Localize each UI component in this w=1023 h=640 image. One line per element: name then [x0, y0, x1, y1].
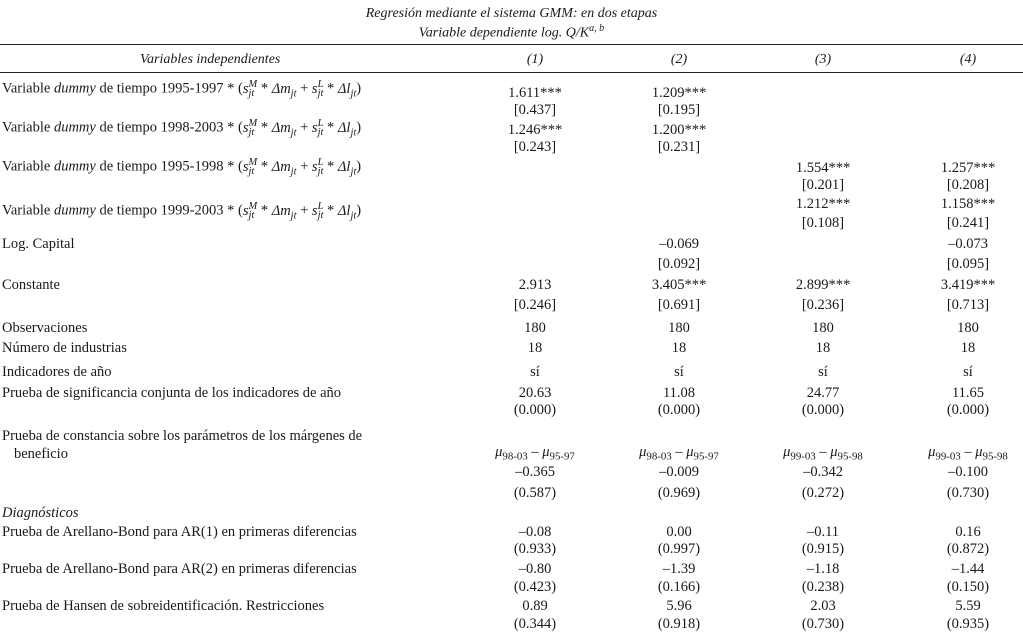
- cell-joint-c4: 11.65: [951, 385, 985, 401]
- header-variables: Variables independientes: [140, 52, 281, 67]
- cell-d9597-c1-se: [0.437]: [513, 102, 557, 118]
- cell-d9803-c1-se: [0.243]: [513, 139, 557, 155]
- header-col-1: (1): [526, 52, 544, 67]
- dependent-variable-label: Variable dependiente log. Q/K: [418, 25, 590, 41]
- cell-consttest-c4: –0.100: [948, 464, 988, 480]
- row-label-observaciones: Observaciones: [2, 320, 88, 336]
- cell-consttest-c4-p: (0.730): [946, 485, 990, 501]
- cell-hansen-c1: 0.89: [522, 598, 548, 614]
- header-col-2: (2): [670, 52, 688, 67]
- cell-year-c4: sí: [963, 364, 973, 380]
- cell-ar1-c3: –0.11: [806, 524, 840, 540]
- row-label-ar2: Prueba de Arellano-Bond para AR(2) en primeras diferencias: [2, 561, 357, 577]
- cell-joint-c3: 24.77: [806, 385, 840, 401]
- cell-hansen-c3: 2.03: [810, 598, 836, 614]
- cell-consttest-c3-p: (0.272): [801, 485, 845, 501]
- cell-d9903-c3: 1.212***: [795, 196, 851, 212]
- cell-const-c3-se: [0.236]: [801, 297, 845, 313]
- cell-joint-c2: 11.08: [662, 385, 696, 401]
- cell-logcap-c2: –0.069: [659, 236, 699, 252]
- cell-year-c1: sí: [530, 364, 540, 380]
- cell-ar1-c3-p: (0.915): [801, 541, 845, 557]
- cell-d9903-c4-se: [0.241]: [946, 215, 990, 231]
- cell-obs-c2: 180: [668, 320, 690, 336]
- cell-obs-c4: 180: [957, 320, 979, 336]
- row-label-dummy-1998-2003: Variable dummy de tiempo 1998-2003 * (sM jt * $\Delta m_{jt}$ + sL jt * $\Delta l_{jt}$): [2, 118, 362, 139]
- cell-ar1-c4-p: (0.872): [946, 541, 990, 557]
- cell-d9597-c2-se: [0.195]: [657, 102, 701, 118]
- cell-const-c1-se: [0.246]: [513, 297, 557, 313]
- row-label-dummy-1995-1997: Variable dummy de tiempo 1995-1997 * (sM jt * $\Delta m_{jt}$ + sL jt * $\Delta l_{jt}$): [2, 79, 362, 100]
- table-title-line2: [0, 23, 1023, 42]
- cell-ar1-c1: –0.08: [518, 524, 552, 540]
- cell-d9903-c3-se: [0.108]: [801, 215, 845, 231]
- cell-ind-c1: 18: [527, 340, 543, 356]
- header-col-3: (3): [814, 52, 832, 67]
- row-label-dummy-1999-2003: Variable dummy de tiempo 1999-2003 * (sM jt * $\Delta m_{jt}$ + sL jt * $\Delta l_{jt}$): [2, 201, 362, 222]
- cell-ar2-c1-p: (0.423): [513, 579, 557, 595]
- cell-const-c2-se: [0.691]: [657, 297, 701, 313]
- cell-d9597-c1: 1.611***: [508, 85, 562, 101]
- cell-d9597-c2: 1.209***: [651, 85, 707, 101]
- mu-diff-c3: $\mu_{99-03} - \mu_{95-98}$: [783, 444, 863, 463]
- cell-const-c4: 3.419***: [940, 277, 996, 293]
- cell-ar2-c3: –1.18: [806, 561, 840, 577]
- cell-ind-c2: 18: [671, 340, 687, 356]
- cell-d9598-c3-se: [0.201]: [801, 177, 845, 193]
- cell-ar2-c4: –1.44: [951, 561, 985, 577]
- row-label-indicadores: Indicadores de año: [2, 364, 112, 380]
- cell-hansen-c2-p: (0.918): [657, 616, 701, 632]
- cell-d9803-c1: 1.246***: [507, 122, 563, 138]
- cell-ar2-c1: –0.80: [518, 561, 552, 577]
- cell-hansen-c4-p: (0.935): [946, 616, 990, 632]
- cell-obs-c3: 180: [812, 320, 834, 336]
- cell-ar2-c2-p: (0.166): [657, 579, 701, 595]
- table-title-line1: Regresión mediante el sistema GMM: en dos etapas: [365, 6, 658, 21]
- cell-year-c3: sí: [818, 364, 828, 380]
- mu-diff-c1: $\mu_{98-03} - \mu_{95-97}$: [495, 444, 575, 463]
- cell-consttest-c1-p: (0.587): [513, 485, 557, 501]
- mu-diff-c4: $\mu_{99-03} - \mu_{95-98}$: [928, 444, 1008, 463]
- cell-joint-c3-p: (0.000): [801, 402, 845, 418]
- mu-diff-c2: $\mu_{98-03} - \mu_{95-97}$: [639, 444, 719, 463]
- cell-d9598-c3: 1.554***: [795, 160, 851, 176]
- cell-obs-c1: 180: [524, 320, 546, 336]
- cell-ar1-c4: 0.16: [955, 524, 981, 540]
- cell-ind-c3: 18: [815, 340, 831, 356]
- cell-ar2-c4-p: (0.150): [946, 579, 990, 595]
- cell-joint-c2-p: (0.000): [657, 402, 701, 418]
- cell-consttest-c2-p: (0.969): [657, 485, 701, 501]
- cell-d9803-c2: 1.200***: [651, 122, 707, 138]
- cell-consttest-c3: –0.342: [803, 464, 843, 480]
- cell-d9598-c4: 1.257***: [940, 160, 996, 176]
- cell-consttest-c2: –0.009: [659, 464, 699, 480]
- footnote-marker: a, b: [589, 23, 605, 34]
- row-label-ar1: Prueba de Arellano-Bond para AR(1) en primeras diferencias: [2, 524, 357, 540]
- cell-joint-c1: 20.63: [518, 385, 552, 401]
- cell-ar1-c2: 0.00: [666, 524, 692, 540]
- cell-ind-c4: 18: [960, 340, 976, 356]
- rule-top: [0, 44, 1023, 45]
- cell-hansen-c2: 5.96: [666, 598, 692, 614]
- section-diagnosticos: Diagnósticos: [2, 505, 79, 521]
- row-label-joint-test: Prueba de significancia conjunta de los indicadores de año: [2, 385, 342, 401]
- cell-joint-c4-p: (0.000): [946, 402, 990, 418]
- row-label-constancia: Prueba de constancia sobre los parámetros de los márgenes de: [2, 428, 363, 444]
- header-col-4: (4): [959, 52, 977, 67]
- cell-ar2-c2: –1.39: [662, 561, 696, 577]
- row-label-industrias: Número de industrias: [2, 340, 127, 356]
- cell-hansen-c3-p: (0.730): [801, 616, 845, 632]
- cell-logcap-c2-se: [0.092]: [657, 256, 701, 272]
- row-label-constancia-cont: beneficio: [14, 446, 68, 462]
- cell-hansen-c4: 5.59: [955, 598, 981, 614]
- row-label-dummy-1995-1998: Variable dummy de tiempo 1995-1998 * (sM jt * $\Delta m_{jt}$ + sL jt * $\Delta l_{jt}$): [2, 157, 362, 178]
- cell-ar1-c1-p: (0.933): [513, 541, 557, 557]
- cell-joint-c1-p: (0.000): [513, 402, 557, 418]
- row-label-constante: Constante: [2, 277, 60, 293]
- cell-const-c1: 2.913: [518, 277, 552, 293]
- cell-year-c2: sí: [674, 364, 684, 380]
- cell-d9598-c4-se: [0.208]: [946, 177, 990, 193]
- cell-const-c4-se: [0.713]: [946, 297, 990, 313]
- rule-header: [0, 72, 1023, 73]
- cell-const-c3: 2.899***: [795, 277, 851, 293]
- cell-ar2-c3-p: (0.238): [801, 579, 845, 595]
- cell-d9903-c4: 1.158***: [940, 196, 996, 212]
- row-label-log-capital: Log. Capital: [2, 236, 75, 252]
- cell-ar1-c2-p: (0.997): [657, 541, 701, 557]
- cell-logcap-c4: –0.073: [948, 236, 988, 252]
- cell-consttest-c1: –0.365: [515, 464, 555, 480]
- cell-hansen-c1-p: (0.344): [513, 616, 557, 632]
- cell-d9803-c2-se: [0.231]: [657, 139, 701, 155]
- cell-logcap-c4-se: [0.095]: [946, 256, 990, 272]
- row-label-hansen: Prueba de Hansen de sobreidentificación. Restricciones: [2, 598, 325, 614]
- cell-const-c2: 3.405***: [651, 277, 707, 293]
